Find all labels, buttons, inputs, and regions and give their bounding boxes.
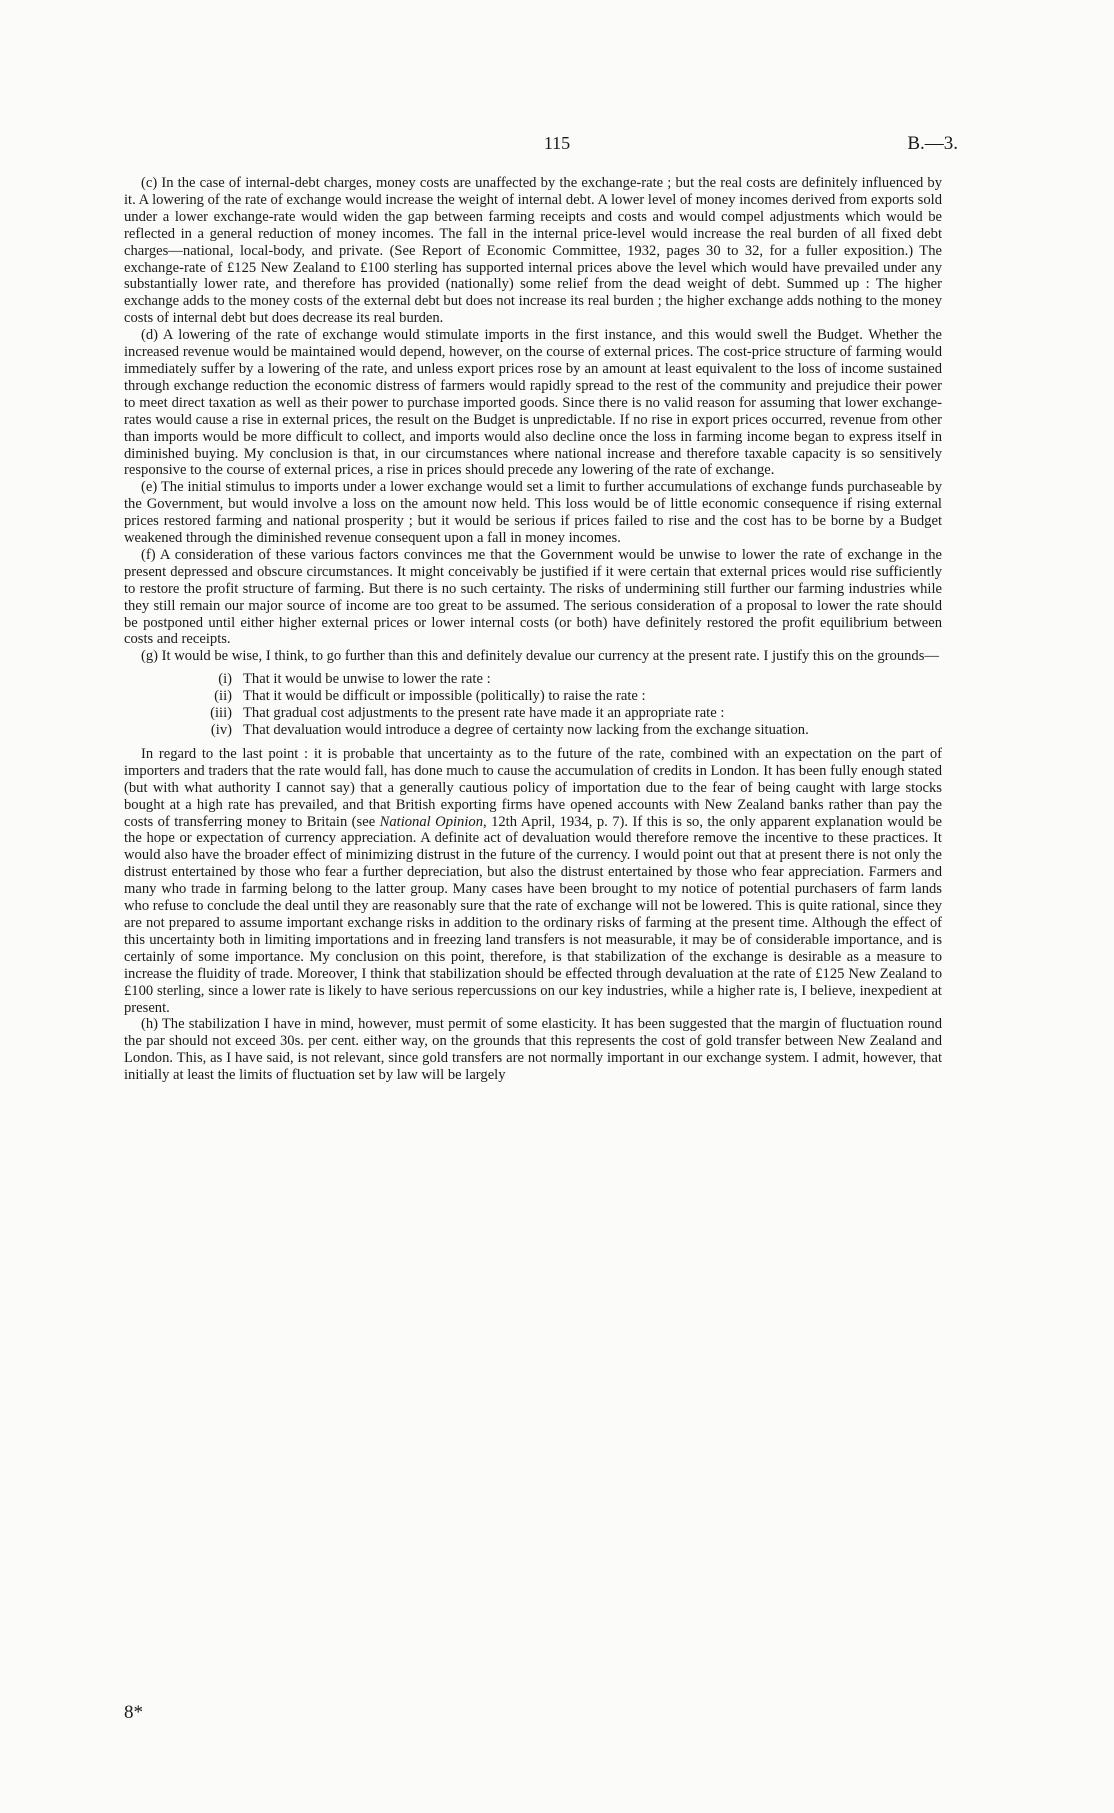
paragraph-f: (f) A consideration of these various factors convinces me that the Government would be unwise to lower the rate of exchange in the present depressed and obscure circumstances. It might conceivably be justified if it were certain that external prices would rise sufficiently to restore the profit structure of farming. But there is no such certainty. The risks of undermining still further our farming industries while they still remain our major source of income are too great to be assumed. The serious consideration of a proposal to lower the rate should be postponed until either higher external prices or lower internal costs (or both) have definitely restored the profit equilibrium between costs and receipts.	[124, 546, 942, 648]
paragraph-h: (h) The stabilization I have in mind, however, must permit of some elasticity. It has been suggested that the margin of fluctuation round the par should not exceed 30s. per cent. either way, on the grounds that this represents the cost of gold transfer between New Zealand and London. This, as I have said, is not relevant, since gold transfers are not normally important in our exchange system. I admit, however, that initially at least the limits of fluctuation set by law will be largely	[124, 1016, 942, 1084]
list-item-text: That devaluation would introduce a degree of certainty now lacking from the exchange situation.	[243, 722, 809, 738]
list-item	[124, 722, 942, 739]
paragraph-regard-part-a: In regard to the last point : it is probable that uncertainty as to the future of the rate, combined with an expectation on the part of importers and traders that the rate would fall, has done much to cause the accumulation of credits in London. It has been fully enough stated (but with what authority I cannot say) that a generally cautious policy of importation due to the fear of being caught with large stocks bought at a high rate has prevailed, and that British exporting firms have opened accounts with New Zealand banks rather than pay the costs of transferring money to Britain (see	[124, 745, 942, 830]
paragraph-d: (d) A lowering of the rate of exchange would stimulate imports in the first instance, and this would swell the Budget. Whether the increased revenue would be maintained would depend, however, on the course of external prices. The cost-price structure of farming would immediately suffer by a lowering of the rate, and unless export prices rose by an amount at least equivalent to the loss of income sustained through exchange reduction the economic distress of farmers would rapidly spread to the rest of the community and prejudice their power to meet direct taxation as well as their power to purchase imported goods. Since there is no valid reason for assuming that lower exchange-rates would cause a rise in external prices, the result on the Budget is unpredictable. If no rise in export prices occurred, revenue from other than imports would be more difficult to collect, and imports would also decline once the loss in farming income began to express itself in diminished buying. My conclusion is that, in our circumstances where national increase and therefore taxable capacity is so sensitively responsive to the course of external prices, a rise in prices should precede any lowering of the rate of exchange.	[124, 327, 942, 479]
list-item	[124, 688, 942, 705]
list-item-number: (iv)	[210, 722, 232, 738]
list-item-text: That it would be difficult or impossible (politically) to raise the rate :	[243, 688, 646, 705]
grounds-list	[124, 671, 942, 739]
signature-mark: 8*	[124, 1702, 143, 1723]
body-text	[124, 175, 942, 1084]
document-reference: B.—3.	[907, 133, 958, 154]
paragraph-regard	[124, 746, 942, 1017]
list-item	[124, 705, 942, 722]
paragraph-g: (g) It would be wise, I think, to go further than this and definitely devalue our currency at the present rate. I justify this on the grounds—	[141, 648, 939, 665]
list-item-text: That gradual cost adjustments to the present rate have made it an appropriate rate :	[243, 705, 725, 722]
publication-title: National Opinion	[379, 813, 483, 830]
paragraph-regard-part-b: , 12th April, 1934, p. 7). If this is so, the only apparent explanation would be the hope or expectation of currency appreciation. A definite act of devaluation would therefore remove the incentive to these practices. It would also have the broader effect of minimizing distrust in the future of the currency. I would point out that at present there is not only the distrust entertained by those who fear a further depreciation, but also the distrust entertained by those who fear appreciation. Farmers and many who trade in farming belong to the latter group. Many cases have been brought to my notice of potential purchasers of farm lands who refuse to conclude the deal until they are reasonably sure that the rate of exchange will not be lowered. This is quite rational, since they are not prepared to assume important exchange risks in addition to the ordinary risks of farming at the present time. Although the effect of this uncertainty both in limiting importations and in freezing land transfers is not measurable, it may be of considerable importance, and is certainly of some importance. My conclusion on this point, therefore, is that stabilization of the exchange is desirable as a measure to increase the fluidity of trade. Moreover, I think that stabilization should be effected through devaluation at the rate of £125 New Zealand to £100 sterling, since a lower rate is likely to have serious repercussions on our key industries, while a higher rate is, I believe, inexpedient at present.	[124, 813, 942, 1016]
list-item-number: (iii)	[210, 705, 232, 722]
list-item-text: That it would be unwise to lower the rate :	[243, 671, 491, 688]
list-item-number: (ii)	[214, 688, 232, 705]
list-item	[124, 671, 942, 688]
paragraph-c: (c) In the case of internal-debt charges, money costs are unaffected by the exchange-rate ; but the real costs are definitely influenced by it. A lowering of the rate of exchange would increase the weight of internal debt. A lower level of money incomes derived from exports sold under a lower exchange-rate would widen the gap between farming receipts and costs and would compel adjustments which would be reflected in a general reduction of money incomes. The fall in the internal price-level would increase the real burden of all fixed debt charges—national, local-body, and private. (See Report of Economic Committee, 1932, pages 30 to 32, for a fuller exposition.) The exchange-rate of £125 New Zealand to £100 sterling has supported internal prices above the level which would have prevailed under any substantially lower rate, and therefore has provided (nationally) some relief from the dead weight of debt. Summed up : The higher exchange adds to the money costs of the external debt but does not increase its real burden ; the higher exchange adds nothing to the money costs of internal debt but does decrease its real burden.	[124, 175, 942, 327]
page-number: 115	[543, 133, 571, 153]
paragraph-e: (e) The initial stimulus to imports under a lower exchange would set a limit to further accumulations of exchange funds purchaseable by the Government, but would involve a loss on the amount now held. This loss would be of little economic consequence if rising external prices restored farming and national prosperity ; but it would be serious if prices failed to rise and the cost has to be borne by a Budget weakened through the diminished revenue consequent upon a fall in money incomes.	[124, 479, 942, 547]
list-item-number: (i)	[218, 671, 232, 688]
